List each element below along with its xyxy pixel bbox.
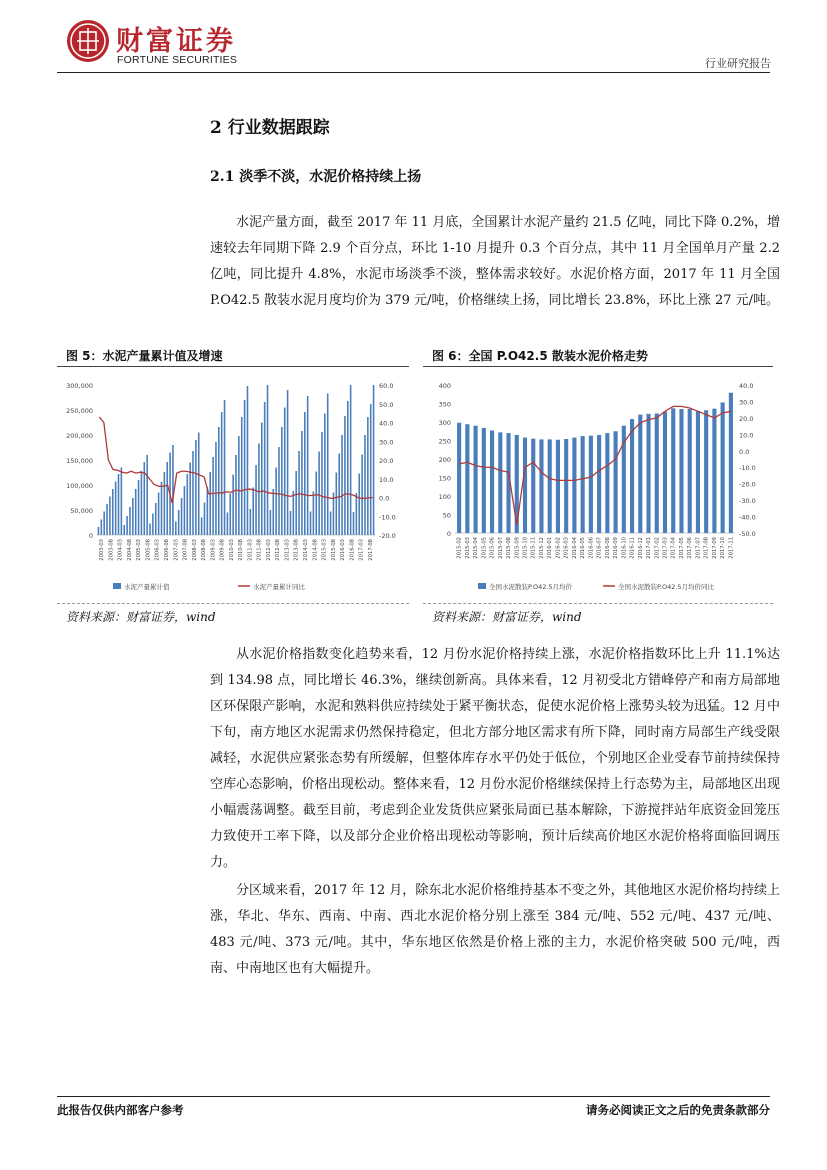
y-left-tick-label: 350 xyxy=(438,400,451,409)
x-tick-label: 2013-08 xyxy=(293,538,300,561)
bar xyxy=(671,408,675,533)
bar xyxy=(298,451,300,535)
y-left-tick-label: 300,000 xyxy=(66,382,93,390)
x-tick-label: 2016-02 xyxy=(555,536,562,559)
bar xyxy=(186,474,188,535)
y-left-tick-label: 300 xyxy=(438,419,451,427)
bar xyxy=(330,512,332,536)
bar xyxy=(141,471,143,535)
bar xyxy=(258,444,260,536)
x-tick-label: 2012-03 xyxy=(265,538,272,561)
bar xyxy=(138,480,140,535)
bar xyxy=(712,409,716,533)
bar xyxy=(221,412,223,535)
figure6-source: 资料来源：财富证券，wind xyxy=(432,610,582,624)
bar xyxy=(638,415,642,533)
x-tick-label: 2005-03 xyxy=(136,539,143,561)
x-tick-label: 2015-12 xyxy=(538,536,545,559)
bar xyxy=(318,452,320,536)
x-tick-label: 2017-08 xyxy=(703,537,710,559)
bar xyxy=(198,433,200,536)
x-tick-label: 2016-01 xyxy=(547,537,554,559)
bar xyxy=(572,438,576,533)
bar xyxy=(688,409,692,533)
y-left-tick-label: 200,000 xyxy=(66,432,93,440)
x-tick-label: 2017-06 xyxy=(687,537,694,559)
bar xyxy=(123,525,125,535)
x-tick-label: 2007-08 xyxy=(182,538,189,561)
bar xyxy=(238,436,240,535)
bar xyxy=(106,504,108,535)
bar xyxy=(192,451,194,535)
x-tick-label: 2015-09 xyxy=(514,536,521,559)
y-left-tick-label: 200 xyxy=(438,456,451,464)
x-tick-label: 2016-11 xyxy=(629,537,636,559)
legend-line-label: 水泥产量累计同比 xyxy=(253,583,305,591)
x-tick-label: 2012-08 xyxy=(275,539,282,561)
footer-disclaimer-left: 此报告仅供内部客户参考 xyxy=(57,1103,184,1117)
bar xyxy=(284,408,286,536)
bar xyxy=(556,440,560,533)
y-right-tick-label: 10.0 xyxy=(379,475,394,484)
x-tick-label: 2004-03 xyxy=(117,539,124,561)
subsection-heading: 2.1 淡季不淡，水泥价格持续上扬 xyxy=(210,169,422,185)
y-left-tick-label: 400 xyxy=(438,382,451,390)
x-tick-label: 2015-03 xyxy=(321,538,328,561)
bar xyxy=(531,439,535,533)
bar xyxy=(164,472,166,535)
y-right-tick-label: -40.0 xyxy=(739,513,756,522)
bar xyxy=(270,510,272,535)
bar xyxy=(158,493,160,536)
paragraph-3: 分区域来看，2017 年 12 月，除东北水泥价格维持基本不变之外，其他地区水泥价格均持续上涨，华北、华东、西南、中南、西北水泥价格分别上涨至 384 元/吨、552 元/吨、437 元/吨、483 元/吨、373 元/吨。其中，华东地区依然是价格上涨的主力，水泥价格突破 500 元/吨，西南、中南地区也有大幅提升。 xyxy=(210,883,780,976)
x-tick-label: 2017-10 xyxy=(720,537,727,559)
y-left-tick-label: 50,000 xyxy=(70,507,93,515)
bar xyxy=(465,424,469,533)
bar xyxy=(474,426,478,533)
x-tick-label: 2011-08 xyxy=(256,539,263,561)
logo-english: FORTUNE SECURITIES xyxy=(117,54,238,66)
y-left-tick-label: 150 xyxy=(438,474,451,483)
bar xyxy=(103,512,105,536)
bar xyxy=(361,455,363,536)
bar xyxy=(341,435,343,535)
bar xyxy=(247,386,249,535)
bar xyxy=(344,416,346,535)
x-tick-label: 2014-03 xyxy=(303,539,309,561)
y-right-tick-label: -10.0 xyxy=(739,464,756,473)
figure6-top-rule xyxy=(423,366,773,367)
bar xyxy=(281,427,283,535)
bar xyxy=(112,489,114,535)
bar xyxy=(181,498,183,535)
bar xyxy=(264,402,266,535)
bar xyxy=(356,493,358,535)
bar xyxy=(581,436,585,533)
y-right-tick-label: 20.0 xyxy=(739,414,754,423)
bar xyxy=(353,512,355,535)
bar xyxy=(244,400,246,535)
y-left-tick-label: 0 xyxy=(446,530,451,538)
x-tick-label: 2016-05 xyxy=(580,537,587,559)
y-left-tick-label: 100 xyxy=(438,493,451,501)
bar xyxy=(482,428,486,533)
bar xyxy=(255,465,257,535)
bar xyxy=(195,440,197,535)
bar xyxy=(109,497,111,536)
x-tick-label: 2014-08 xyxy=(312,539,319,561)
x-tick-label: 2017-01 xyxy=(646,537,653,559)
header-rule xyxy=(57,72,770,73)
x-tick-label: 2016-08 xyxy=(604,536,611,559)
x-tick-label: 2003-08 xyxy=(108,539,115,561)
x-tick-label: 2006-03 xyxy=(154,538,161,561)
bar xyxy=(161,482,163,535)
bar xyxy=(370,404,372,535)
bar xyxy=(597,435,601,533)
bar xyxy=(321,432,323,535)
x-tick-label: 2010-03 xyxy=(228,539,235,561)
bar xyxy=(241,417,243,535)
bar xyxy=(721,402,725,533)
x-tick-label: 2015-05 xyxy=(481,536,488,559)
y-right-tick-label: 40.0 xyxy=(739,382,754,390)
y-right-tick-label: 50.0 xyxy=(379,400,394,409)
y-left-tick-label: 0 xyxy=(88,532,93,540)
x-tick-label: 2015-07 xyxy=(497,536,504,559)
x-tick-label: 2007-03 xyxy=(173,539,180,561)
bar xyxy=(129,507,131,535)
x-tick-label: 2016-06 xyxy=(588,536,595,559)
x-tick-label: 2009-03 xyxy=(210,538,217,561)
bar xyxy=(646,414,650,533)
y-left-tick-label: 250,000 xyxy=(66,407,93,415)
bar xyxy=(101,520,103,536)
bar xyxy=(373,385,375,535)
bar xyxy=(310,512,312,536)
x-tick-label: 2017-11 xyxy=(728,536,735,559)
x-tick-label: 2008-08 xyxy=(201,539,208,561)
x-tick-label: 2016-08 xyxy=(349,538,356,561)
x-tick-label: 2015-04 xyxy=(473,537,480,559)
bar xyxy=(301,431,303,535)
bar xyxy=(290,511,292,535)
bar xyxy=(315,472,317,536)
bar xyxy=(175,522,177,536)
x-tick-label: 2016-04 xyxy=(571,536,578,559)
bar xyxy=(350,385,352,535)
legend-line-label: 全国水泥散装P.O42.5月均价同比 xyxy=(618,583,715,591)
seal-icon xyxy=(67,20,109,62)
logo-mark xyxy=(67,20,109,62)
bar xyxy=(272,489,274,535)
logo-chinese: 财富证券 xyxy=(116,26,236,57)
x-tick-label: 2016-03 xyxy=(563,537,570,559)
x-tick-label: 2008-03 xyxy=(191,539,198,561)
x-tick-label: 2017-08 xyxy=(367,539,374,561)
x-tick-label: 2013-03 xyxy=(284,539,291,561)
bar xyxy=(149,524,151,536)
footer-disclaimer-right: 请务必阅读正文之后的免责条款部分 xyxy=(586,1103,770,1117)
bar xyxy=(235,455,237,535)
x-tick-label: 2016-03 xyxy=(340,539,347,561)
bar xyxy=(729,393,733,533)
bar xyxy=(336,473,338,536)
bar xyxy=(287,390,289,535)
x-tick-label: 2017-02 xyxy=(654,536,661,559)
bar xyxy=(704,410,708,533)
y-right-tick-label: 20.0 xyxy=(379,457,394,465)
x-tick-label: 2011-03 xyxy=(247,539,254,561)
y-right-tick-label: 0.0 xyxy=(739,447,750,456)
bar xyxy=(232,475,234,536)
bar xyxy=(304,412,306,535)
figure6-bottom-rule xyxy=(423,603,773,604)
bar xyxy=(184,486,186,535)
x-tick-label: 2015-08 xyxy=(330,539,337,561)
bar xyxy=(118,474,120,535)
bar xyxy=(457,423,461,533)
bar xyxy=(98,527,100,535)
bar xyxy=(132,498,134,535)
bar xyxy=(367,417,369,535)
bar xyxy=(347,401,349,535)
bar xyxy=(358,474,360,536)
bar xyxy=(338,454,340,536)
bar xyxy=(166,462,168,535)
y-right-tick-label: 40.0 xyxy=(379,419,394,428)
bar xyxy=(189,463,191,536)
bar xyxy=(218,427,220,535)
bar xyxy=(267,385,269,535)
y-right-tick-label: 10.0 xyxy=(739,431,754,440)
legend-bar-label: 水泥产量累计值 xyxy=(124,583,170,591)
y-right-tick-label: 30.0 xyxy=(379,438,394,447)
figure5-title: 图 5：水泥产量累计值及增速 xyxy=(66,349,223,363)
y-right-tick-label: 60.0 xyxy=(379,382,394,390)
figure6-title: 图 6：全国 P.O42.5 散装水泥价格走势 xyxy=(432,349,648,363)
bar xyxy=(229,494,231,536)
bar xyxy=(614,431,618,533)
bar xyxy=(679,409,683,533)
bar xyxy=(152,514,154,536)
bar xyxy=(215,442,217,535)
x-tick-label: 2016-09 xyxy=(613,537,620,559)
x-tick-label: 2003-03 xyxy=(99,538,106,561)
y-right-tick-label: -10.0 xyxy=(379,513,396,522)
bar xyxy=(630,419,634,533)
bar xyxy=(696,411,700,533)
legend-bar-swatch xyxy=(478,583,486,589)
y-right-tick-label: -50.0 xyxy=(739,530,756,538)
bar xyxy=(275,468,277,536)
x-tick-label: 2017-03 xyxy=(662,537,669,559)
x-tick-label: 2015-02 xyxy=(456,537,463,559)
bar xyxy=(252,488,254,536)
x-tick-label: 2016-07 xyxy=(596,537,603,559)
bar xyxy=(227,513,229,536)
bar xyxy=(548,439,552,533)
bar xyxy=(333,493,335,536)
y-right-tick-label: 30.0 xyxy=(739,398,754,407)
y-left-tick-label: 150,000 xyxy=(66,457,93,465)
bar xyxy=(364,435,366,535)
bar xyxy=(313,492,315,536)
paragraph-2: 从水泥价格指数变化趋势来看，12 月份水泥价格持续上涨，水泥价格指数环比上升 11.1%达到 134.98 点，同比增长 46.3%，继续创新高。具体来看，12 月初受北方错峰停产和南方局部地区环保限产影响，水泥和熟料供应持续处于紧平衡状态，促使水泥价格上涨势头较为迅猛。12 月中下旬，南方地区水泥需求仍然保持稳定，但北方部分地区需求有所下降，同时南方局部生产线受限减轻，水泥供应紧张态势有所缓解，但整体库存水平仍处于低位，个别地区企业受春节前持续保持空库心态影响，价格出现松动。整体来看，12 月份水泥价格继续保持上行态势为主，局部地区出现小幅震荡调整。截至目前，考虑到企业发货供应紧张局面已基本解除，下游搅拌站年底资金回笼压力致使开工率下降，以及部分企业价格出现松动等影响，预计后续高价地区水泥价格将面临回调压力。 xyxy=(210,647,780,870)
x-tick-label: 2015-08 xyxy=(506,537,513,559)
bar xyxy=(135,489,137,535)
bar xyxy=(261,423,263,536)
figure6-chart xyxy=(423,370,773,598)
figure5-bottom-rule xyxy=(57,603,409,604)
legend-bar-label: 全国水泥散装P.O42.5月均价 xyxy=(489,583,573,591)
bar xyxy=(201,518,203,536)
x-tick-label: 2017-09 xyxy=(711,536,718,559)
x-tick-label: 2017-04 xyxy=(670,537,677,559)
bar xyxy=(250,509,252,535)
y-right-tick-label: 0.0 xyxy=(379,494,390,503)
figure5-top-rule xyxy=(57,366,409,367)
report-type: 行业研究报告 xyxy=(705,57,771,70)
x-tick-label: 2017-03 xyxy=(358,539,365,561)
bar xyxy=(121,468,123,536)
y-left-tick-label: 100,000 xyxy=(66,482,93,490)
bar xyxy=(207,487,209,535)
bar xyxy=(126,516,128,535)
bar xyxy=(655,413,659,533)
x-tick-label: 2017-07 xyxy=(695,536,702,559)
section-heading: 2 行业数据跟踪 xyxy=(210,118,330,138)
bar xyxy=(212,457,214,535)
y-right-tick-label: -30.0 xyxy=(739,497,756,506)
y-right-tick-label: -20.0 xyxy=(739,480,756,489)
bar xyxy=(146,455,148,535)
x-tick-label: 2016-10 xyxy=(621,536,628,559)
bar xyxy=(224,400,226,535)
bar xyxy=(115,482,117,536)
bar xyxy=(564,439,568,533)
bar xyxy=(155,503,157,535)
x-tick-label: 2015-11 xyxy=(530,537,537,559)
bar xyxy=(589,436,593,533)
y-left-tick-label: 50 xyxy=(442,511,451,520)
bar xyxy=(523,438,527,533)
figure5-chart xyxy=(57,370,409,598)
bar xyxy=(178,510,180,535)
bar xyxy=(324,414,326,536)
bar xyxy=(307,396,309,535)
bar xyxy=(327,394,329,536)
bar xyxy=(278,447,280,535)
x-tick-label: 2009-08 xyxy=(219,539,226,561)
x-tick-label: 2015-10 xyxy=(522,537,529,559)
x-tick-label: 2015-06 xyxy=(489,537,496,559)
x-tick-label: 2015-03 xyxy=(464,536,471,559)
figure5-source: 资料来源：财富证券，wind xyxy=(66,610,216,624)
x-tick-label: 2006-08 xyxy=(164,539,170,561)
legend-bar-swatch xyxy=(113,583,121,589)
bar xyxy=(172,445,174,535)
bar xyxy=(293,491,295,535)
bar xyxy=(539,439,543,533)
x-tick-label: 2016-12 xyxy=(637,536,644,559)
bar xyxy=(204,503,206,536)
paragraph-1: 水泥产量方面，截至 2017 年 11 月底，全国累计水泥产量约 21.5 亿吨，同比下降 0.2%，增速较去年同期下降 2.9 个百分点，环比 1-10 月提升 0.3 个百分点，其中 11 月全国单月产量 2.2 亿吨，同比提升 4.8%，水泥市场淡季不淡，整体需求较好。水泥价格方面，2017 年 11 月全国 P.O42.5 散装水泥月度均价为 379 元/吨，价格继续上扬，同比增长 23.8%，环比上涨 27 元/吨。 xyxy=(210,215,780,308)
x-tick-label: 2017-05 xyxy=(678,536,685,559)
x-tick-label: 2010-08 xyxy=(238,538,245,561)
x-tick-label: 2004-08 xyxy=(126,538,133,561)
bar xyxy=(663,412,667,533)
bar xyxy=(498,432,502,533)
y-left-tick-label: 250 xyxy=(438,437,451,446)
bar xyxy=(605,433,609,533)
y-right-tick-label: -20.0 xyxy=(379,532,396,540)
bar xyxy=(295,471,297,535)
footer-rule xyxy=(57,1096,770,1097)
x-tick-label: 2005-08 xyxy=(145,539,152,561)
bar xyxy=(209,472,211,535)
bar xyxy=(490,431,494,533)
